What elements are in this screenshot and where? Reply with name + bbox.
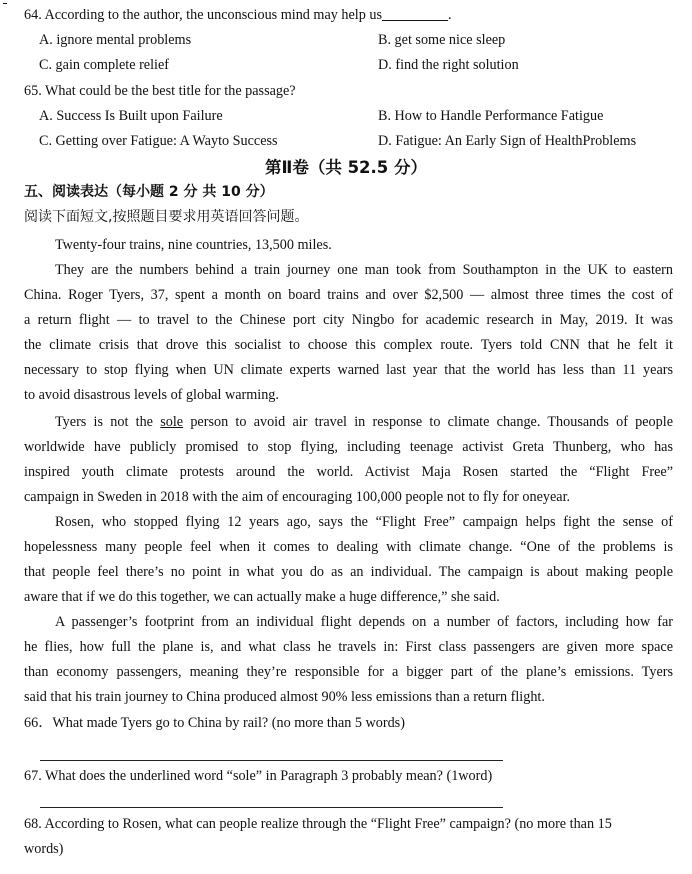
- corner-mark: [3, 3, 7, 4]
- passage-p5-line: A passenger’s footprint from an individual flight depends on a number of factors, including how far: [55, 614, 673, 630]
- q64-option-a[interactable]: A. ignore mental problems: [39, 32, 192, 48]
- q65-option-b[interactable]: B. How to Handle Performance Fatigue: [378, 108, 604, 124]
- question-67: 67. What does the underlined word “sole” in Paragraph 3 probably mean? (1word): [24, 768, 493, 784]
- passage-p2-line: the climate crisis that drove this socialist to choose this complex route. Tyers told CNN that he felt it: [24, 337, 673, 353]
- passage-p2-line: They are the numbers behind a train journey one man took from Southampton in the UK to eastern: [55, 262, 673, 278]
- answer-blank: [382, 6, 448, 21]
- passage-p4-line: hopelessness many people feel when it comes to dealing with climate change. “One of the problems is: [24, 539, 673, 555]
- q64-option-b[interactable]: B. get some nice sleep: [378, 32, 506, 48]
- passage-p3-line: worldwide have publicly promised to stop flying, including teenage activist Greta Thunberg, who has: [24, 439, 673, 455]
- q64-option-d[interactable]: D. find the right solution: [378, 57, 519, 73]
- passage-p4-line: that people feel there’s no point in what you do as an individual. The campaign is about making people: [24, 564, 673, 580]
- question-66: 66．What made Tyers go to China by rail? (no more than 5 words): [24, 715, 405, 731]
- answer-line-67[interactable]: [40, 807, 503, 808]
- passage-p4-line: aware that if we do this together, we can actually make a huge difference,” she said.: [24, 589, 500, 605]
- instruction: 阅读下面短文,按照题目要求用英语回答问题。: [24, 209, 309, 225]
- section-heading: 五、阅读表达（每小题 2 分 共 10 分）: [24, 184, 274, 200]
- passage-p5-line: he flies, how full the plane is, and what class he travels in: First class passengers are given more space: [24, 639, 673, 655]
- q65-option-d[interactable]: D. Fatigue: An Early Sign of HealthProblems: [378, 133, 637, 149]
- q65-option-a[interactable]: A. Success Is Built upon Failure: [39, 108, 223, 124]
- passage-p3-line: inspired youth climate protests around the world. Activist Maja Rosen started the “Flight Free”: [24, 464, 673, 480]
- passage-p2-line: a return flight — to travel to the Chinese port city Ningbo for academic research in May, 2019. It was: [24, 312, 673, 328]
- question-68: 68. According to Rosen, what can people realize through the “Flight Free” campaign? (no more than 15: [24, 816, 612, 832]
- passage-p4-line: Rosen, who stopped flying 12 years ago, says the “Flight Free” campaign helps fight the sense of: [55, 514, 673, 530]
- underlined-word-sole: sole: [160, 414, 184, 430]
- question-64-stem: 64. According to the author, the unconscious mind may help us .: [24, 7, 452, 23]
- passage-p2-line: to avoid disastrous levels of global warming.: [24, 387, 279, 403]
- passage-p3-line: campaign in Sweden in 2018 with the aim of encouraging 100,000 people not to fly for oneyear.: [24, 489, 571, 505]
- passage-p2-line: necessary to stop flying when UN climate experts warned last year that the world has less than 11 years: [24, 362, 673, 378]
- passage-p5-line: than economy passengers, meaning they’re responsible for a bigger part of the plane’s emissions. Tyers: [24, 664, 673, 680]
- passage-paragraph-1: Twenty-four trains, nine countries, 13,500 miles.: [55, 237, 332, 253]
- q64-option-c[interactable]: C. gain complete relief: [39, 57, 170, 73]
- passage-p5-line: said that his train journey to China produced almost 90% less emissions than a return flight.: [24, 689, 545, 705]
- passage-p3-first-line: Tyers is not the sole person to avoid air travel in response to climate change. Thousands of people: [55, 414, 673, 430]
- part-title: 第Ⅱ卷（共 52.5 分）: [264, 158, 428, 177]
- question-68-continued: words): [24, 841, 64, 857]
- passage-p2-line: China. Roger Tyers, 37, spent a month on board trains and over $2,500 — almost three times the cost of: [24, 287, 673, 303]
- question-65-stem: 65. What could be the best title for the passage?: [24, 83, 296, 99]
- q65-option-c[interactable]: C. Getting over Fatigue: A Wayto Success: [39, 133, 278, 149]
- answer-line-66[interactable]: [40, 760, 503, 761]
